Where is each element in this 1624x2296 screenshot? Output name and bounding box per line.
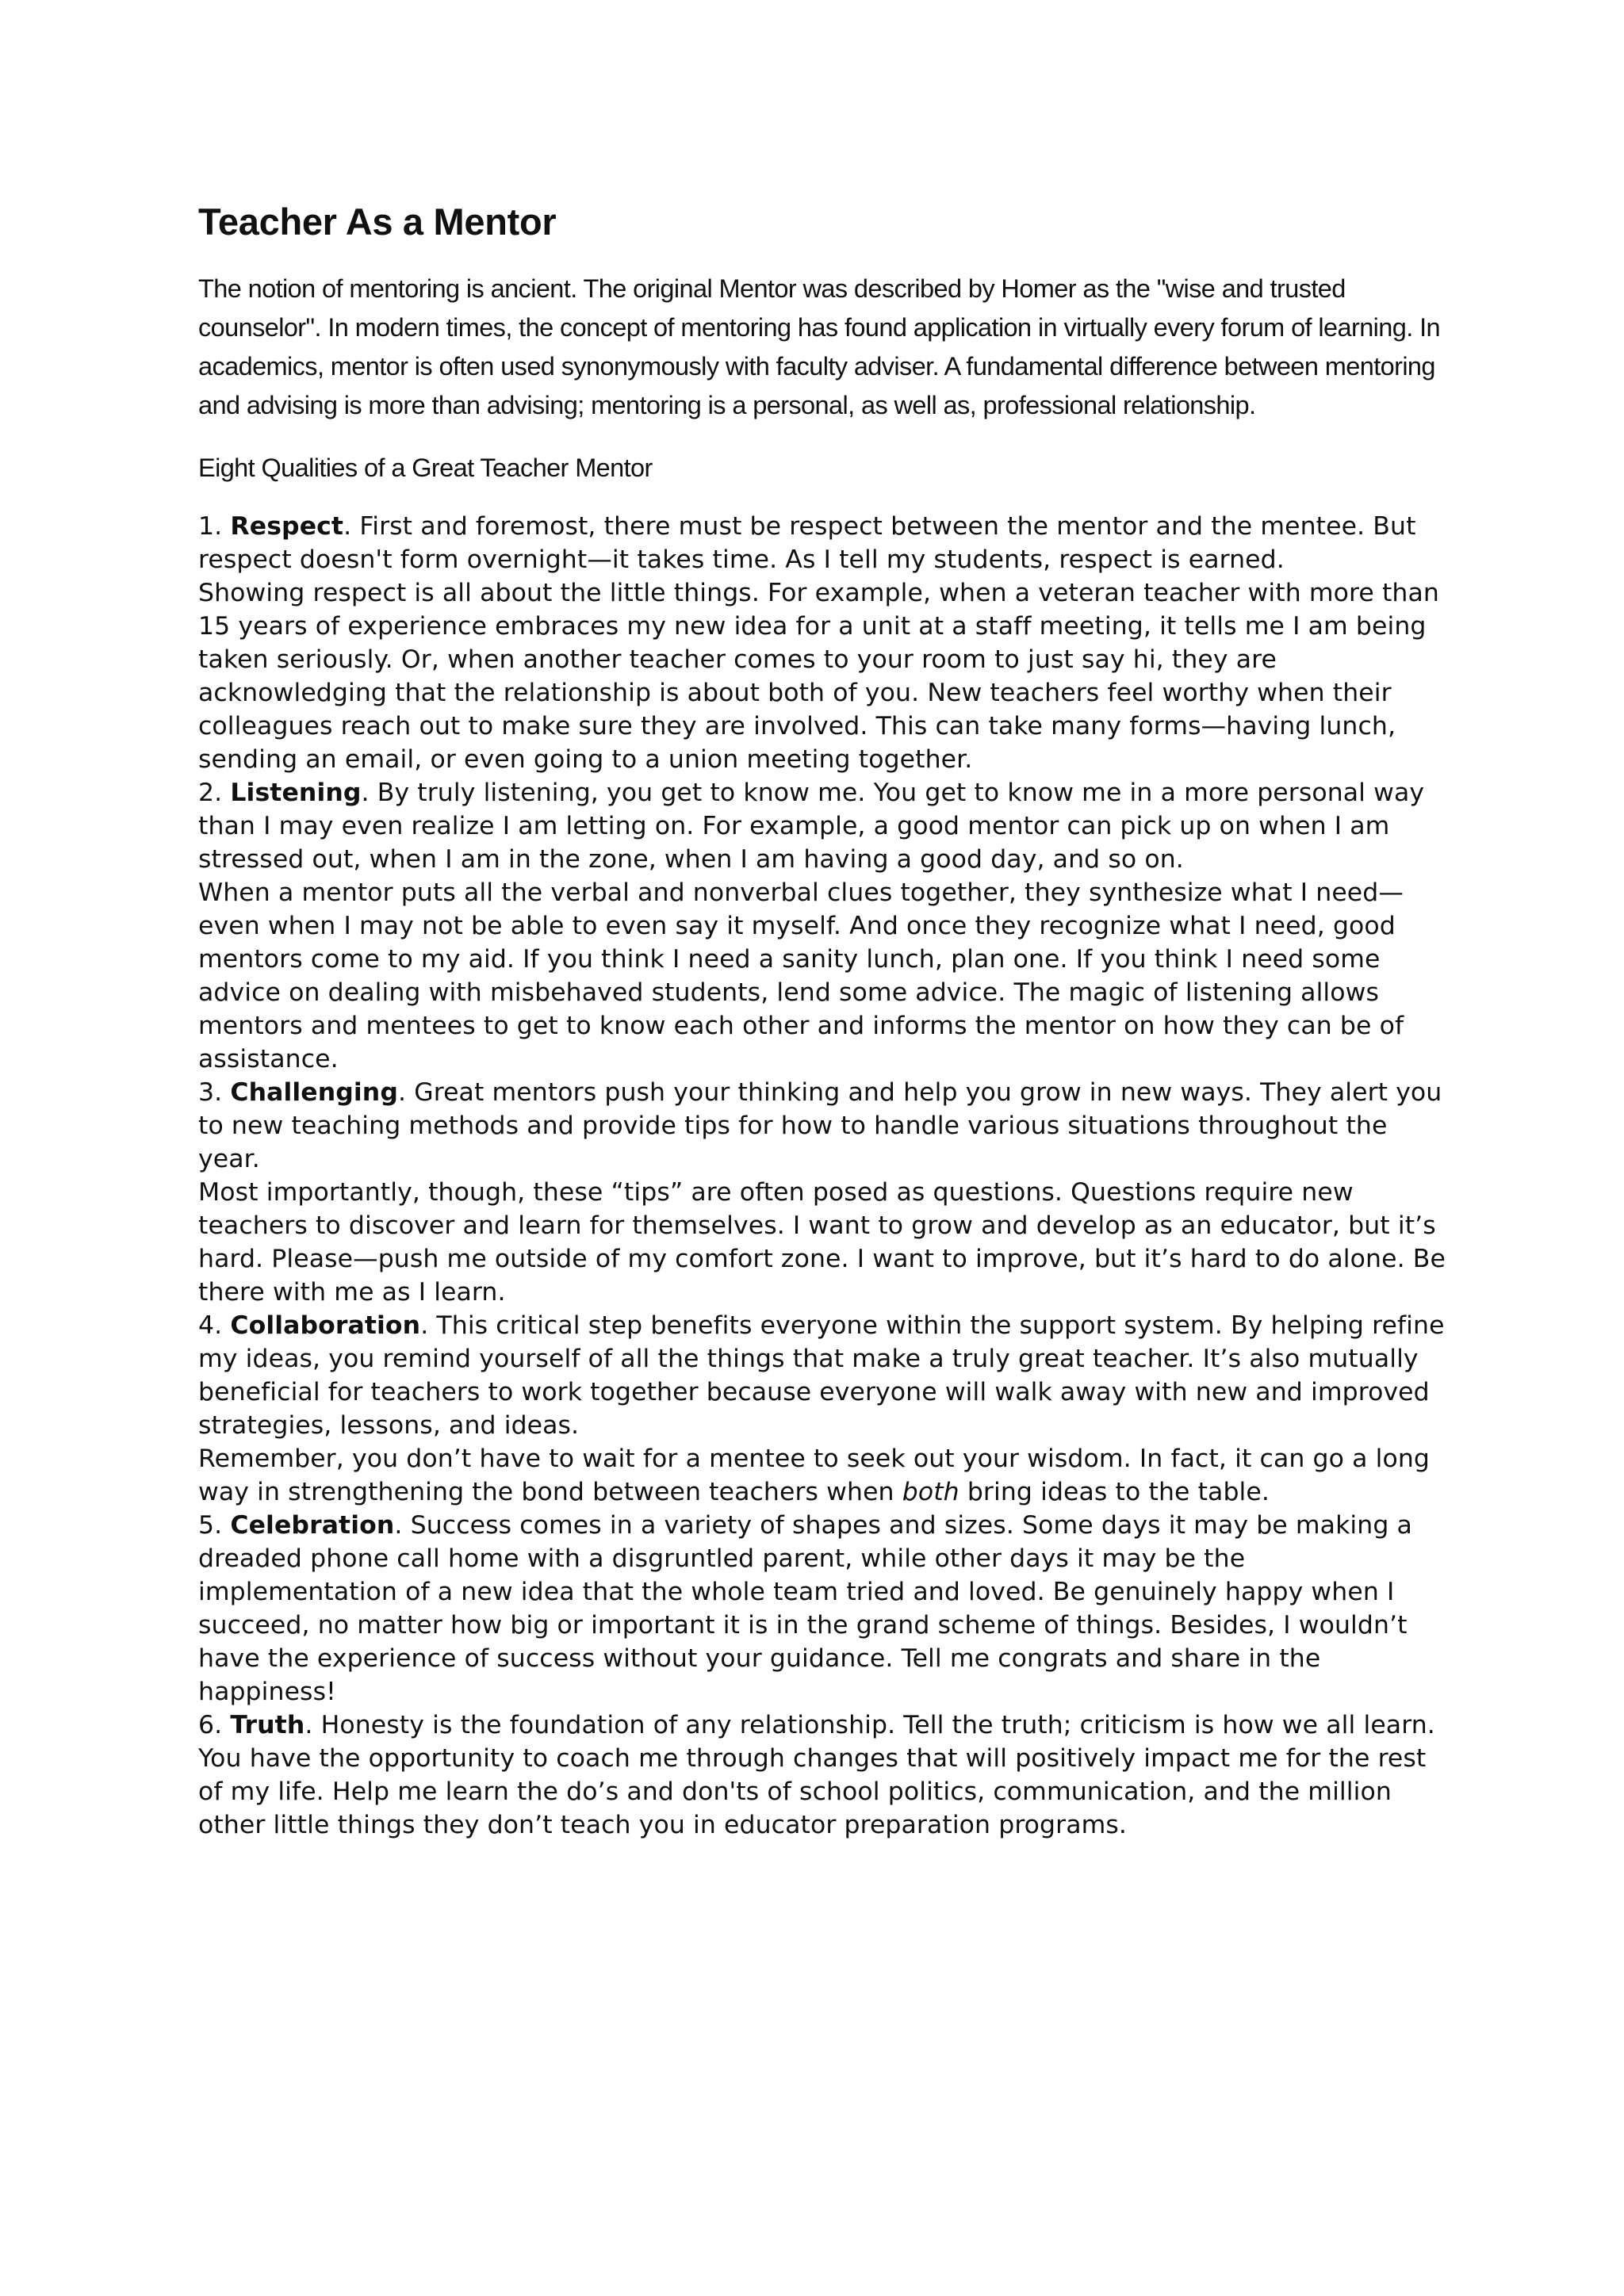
quality-number: 4. <box>198 1311 231 1340</box>
quality-respect-paragraph: Showing respect is all about the little things. For example, when a veteran teacher with more than 15 years of experience embraces my new idea for a unit at a staff meeting, it tells me I am being taken seriously. Or, when another teacher comes to your room to just say hi, they are acknowledging that the relationship is about both of you. New teachers feel worthy when their colleagues reach out to make sure they are involved. This can take many forms—having lunch, sending an email, or even going to a union meeting together. <box>198 579 1439 774</box>
quality-listening <box>198 776 1451 876</box>
quality-name: Respect <box>230 512 344 541</box>
document-page <box>198 198 1451 1842</box>
quality-name: Challenging <box>230 1078 398 1107</box>
quality-name: Listening <box>230 779 362 807</box>
quality-text: . Great mentors push your thinking and help you grow in new ways. They alert you to new teaching methods and provide tips for how to handle various situations throughout the year. <box>198 1078 1442 1173</box>
quality-respect <box>198 510 1451 576</box>
quality-text: . First and foremost, there must be respect between the mentor and the mentee. But respect doesn't form overnight—it takes time. As I tell my students, respect is earned. <box>198 512 1416 574</box>
quality-text: . Success comes in a variety of shapes and sizes. Some days it may be making a dreaded phone call home with a disgruntled parent, while other days it may be the implementation of a new idea that the whole team tried and loved. Be genuinely happy when I succeed, no matter how big or important it is in the grand scheme of things. Besides, I wouldn’t have the experience of success without your guidance. Tell me congrats and share in the happiness! <box>198 1511 1412 1706</box>
quality-celebration <box>198 1509 1451 1709</box>
quality-text: . By truly listening, you get to know me. You get to know me in a more personal way than I may even realize I am letting on. For example, a good mentor can pick up on when I am stressed out, when I am in the zone, when I am having a good day, and so on. <box>198 779 1425 874</box>
quality-number: 1. <box>198 512 231 541</box>
quality-number: 5. <box>198 1511 231 1540</box>
intro-paragraph: The notion of mentoring is ancient. The original Mentor was described by Homer as the "wise and trusted counselor". In modern times, the concept of mentoring has found application in virtually every forum of learning. In academics, mentor is often used synonymously with faculty adviser. A fundamental difference between mentoring and advising is more than advising; mentoring is a personal, as well as, professional relationship. <box>198 274 1441 419</box>
qualities-list <box>198 510 1451 1842</box>
quality-listening-paragraph: When a mentor puts all the verbal and nonverbal clues together, they synthesize what I need—even when I may not be able to even say it myself. And once they recognize what I need, good mentors come to my aid. If you think I need a sanity lunch, plan one. If you think I need some advice on dealing with misbehaved students, lend some advice. The magic of listening allows mentors and mentees to get to know each other and informs the mentor on how they can be of assistance. <box>198 878 1404 1073</box>
quality-name: Truth <box>230 1711 305 1739</box>
quality-text: . Honesty is the foundation of any relationship. Tell the truth; criticism is how we all learn. You have the opportunity to coach me through changes that will positively impact me for the rest of my life. Help me learn the do’s and don'ts of school politics, communication, and the million other little things they don’t teach you in educator preparation programs. <box>198 1711 1435 1839</box>
quality-challenging-paragraph: Most importantly, though, these “tips” are often posed as questions. Questions require new teachers to discover and learn for themselves. I want to grow and develop as an educator, but it’s hard. Please—push me outside of my comfort zone. I want to improve, but it’s hard to do alone. Be there with me as I learn. <box>198 1178 1446 1307</box>
quality-name: Celebration <box>230 1511 395 1540</box>
quality-collaboration-paragraph <box>198 1442 1451 1509</box>
quality-text: . This critical step benefits everyone within the support system. By helping refine my ideas, you remind yourself of all the things that make a truly great teacher. It’s also mutually beneficial for teachers to work together because everyone will walk away with new and improved strategies, lessons, and ideas. <box>198 1311 1445 1440</box>
quality-name: Collaboration <box>230 1311 421 1340</box>
paragraph-text: Remember, you don’t have to wait for a mentee to seek out your wisdom. In fact, it can go a long way in strengthening the bond between teachers when <box>198 1445 1431 1506</box>
quality-number: 3. <box>198 1078 231 1107</box>
quality-number: 6. <box>198 1711 231 1739</box>
quality-number: 2. <box>198 779 231 807</box>
paragraph-text: bring ideas to the table. <box>959 1478 1270 1506</box>
document-title: Teacher As a Mentor <box>198 201 557 243</box>
quality-truth <box>198 1709 1451 1842</box>
qualities-subheading: Eight Qualities of a Great Teacher Mentor <box>198 453 653 482</box>
emphasis-text: both <box>902 1478 959 1506</box>
quality-challenging <box>198 1076 1451 1176</box>
quality-collaboration <box>198 1309 1451 1442</box>
